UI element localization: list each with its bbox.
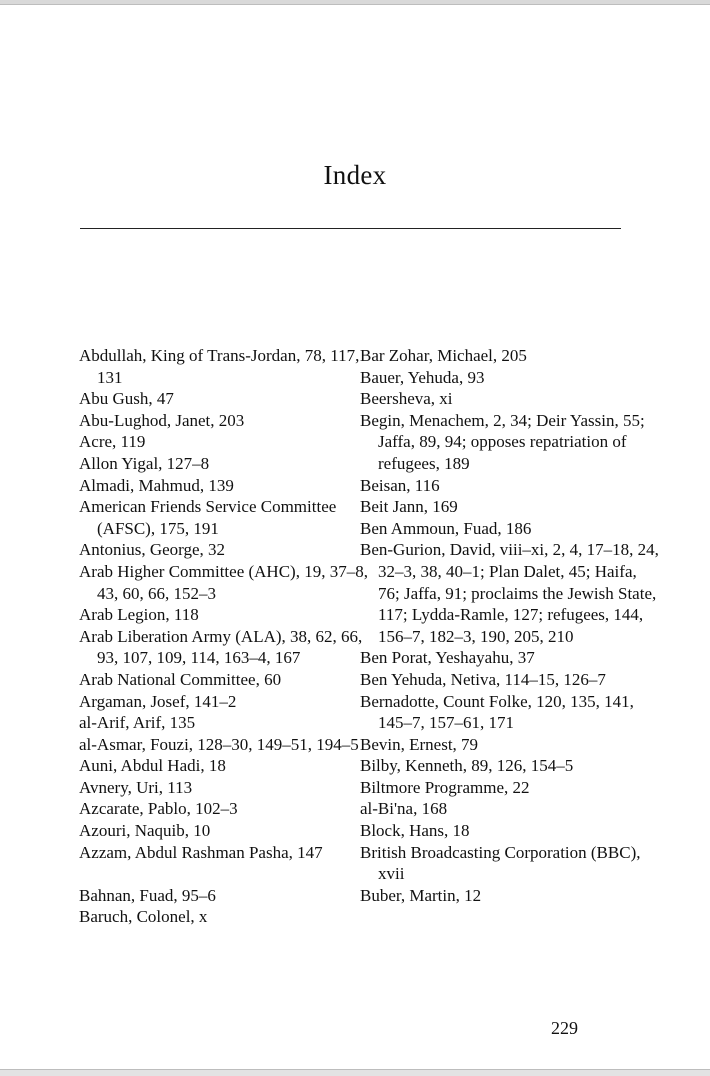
- index-entry: Beisan, 116: [360, 475, 440, 495]
- index-entry: Argaman, Josef, 141–2: [79, 691, 237, 711]
- index-entry: Biltmore Programme, 22: [360, 777, 530, 797]
- index-entry: Ben-Gurion, David, viii–xi, 2, 4, 17–18, 24, 32–3, 38, 40–1; Plan Dalet, 45; Haifa, 76; Jaffa, 91; proclaims the Jewish State, 117; Lydda-Ramle, 127; refugees, 144, 156–7, 182–3, 190, 205, 210: [360, 540, 659, 646]
- index-entry: Azouri, Naquib, 10: [79, 821, 211, 841]
- index-entry: Ben Porat, Yeshayahu, 37: [360, 648, 535, 668]
- index-entry: Begin, Menachem, 2, 34; Deir Yassin, 55; Jaffa, 89, 94; opposes repatriation of refugees, 189: [360, 410, 645, 473]
- index-entry: Almadi, Mahmud, 139: [79, 475, 234, 495]
- index-entry: Bilby, Kenneth, 89, 126, 154–5: [360, 756, 574, 776]
- index-entry: Abdullah, King of Trans-Jordan, 78, 117, 131: [79, 346, 360, 387]
- index-entry: Azzam, Abdul Rashman Pasha, 147: [79, 842, 323, 862]
- index-entry: Abu Gush, 47: [79, 389, 174, 409]
- index-column-right: [360, 345, 660, 906]
- page-top-edge: [0, 0, 710, 5]
- index-entry: Acre, 119: [79, 432, 146, 452]
- index-entry: al-Asmar, Fouzi, 128–30, 149–51, 194–5: [79, 734, 359, 754]
- index-entry: Bernadotte, Count Folke, 120, 135, 141, 145–7, 157–61, 171: [360, 691, 634, 733]
- page-bottom-edge: [0, 1069, 710, 1076]
- title-rule: [80, 228, 621, 229]
- index-column-left: [79, 345, 369, 928]
- page-number: 229: [551, 1018, 578, 1038]
- index-entry: Bahnan, Fuad, 95–6: [79, 885, 216, 905]
- index-entry: Arab Higher Committee (AHC), 19, 37–8, 43, 60, 66, 152–3: [79, 561, 368, 603]
- index-entry: Arab Legion, 118: [79, 605, 199, 625]
- index-entry: al-Bi'na, 168: [360, 799, 448, 819]
- index-entry: Bauer, Yehuda, 93: [360, 367, 485, 387]
- index-entry: American Friends Service Committee (AFSC), 175, 191: [79, 497, 337, 538]
- index-entry: British Broadcasting Corporation (BBC), xvii: [360, 842, 641, 884]
- index-entry: Arab Liberation Army (ALA), 38, 62, 66, 93, 107, 109, 114, 163–4, 167: [79, 626, 363, 668]
- index-entry: Baruch, Colonel, x: [79, 907, 208, 927]
- index-entry: Arab National Committee, 60: [79, 669, 282, 689]
- index-entry: Allon Yigal, 127–8: [79, 453, 210, 473]
- index-entry: Ben Ammoun, Fuad, 186: [360, 518, 532, 538]
- index-entry: Auni, Abdul Hadi, 18: [79, 756, 226, 776]
- index-entry: Abu-Lughod, Janet, 203: [79, 410, 245, 430]
- index-entry: Bar Zohar, Michael, 205: [360, 346, 527, 365]
- index-entry: Beit Jann, 169: [360, 497, 458, 517]
- index-entry: Antonius, George, 32: [79, 540, 226, 560]
- index-entry: al-Arif, Arif, 135: [79, 713, 196, 733]
- page-title: Index: [323, 160, 387, 190]
- index-entry: Ben Yehuda, Netiva, 114–15, 126–7: [360, 669, 606, 689]
- index-entry: Azcarate, Pablo, 102–3: [79, 799, 238, 819]
- index-entry: Avnery, Uri, 113: [79, 777, 193, 797]
- index-entry: Beersheva, xi: [360, 389, 453, 409]
- index-entry: Buber, Martin, 12: [360, 885, 482, 905]
- index-entry: Block, Hans, 18: [360, 821, 470, 841]
- index-entry: Bevin, Ernest, 79: [360, 734, 479, 754]
